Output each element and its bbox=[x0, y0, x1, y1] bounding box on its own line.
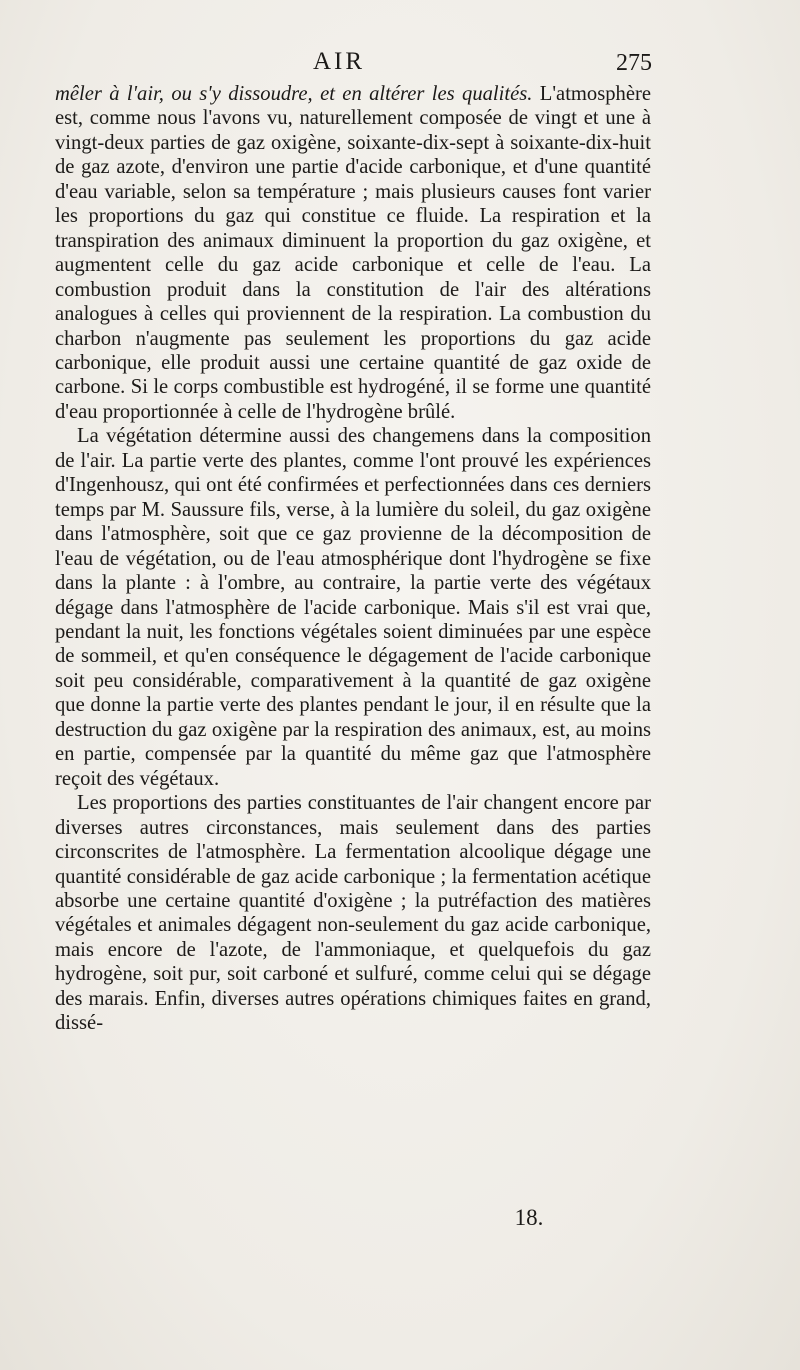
body-text bbox=[55, 82, 651, 1036]
paragraph-vegetation: La végétation détermine aussi des changemens dans la composition de l'air. La partie verte des plantes, comme l'ont prouvé les expériences d'Ingenhousz, qui ont été confirmées et perfectionnées dans ces derniers temps par M. Saussure fils, verse, à la lumière du soleil, du gaz oxigène dans l'atmosphère, soit que ce gaz provienne de la décomposition de l'eau de végétation, ou de l'eau atmosphérique dont l'hydrogène se fixe dans la plante : à l'ombre, au contraire, la partie verte des végétaux dégage dans l'atmosphère de l'acide carbonique. Mais s'il est vrai que, pendant la nuit, les fonctions végétales soient diminuées par une espèce de sommeil, et qu'en conséquence le dégagement de l'acide carbonique soit peu considérable, comparativement à la quantité de gaz oxigène que donne la partie verte des plantes pendant le jour, il en résulte que la destruction du gaz oxigène par la respiration des animaux, est, au moins en partie, compensée par la quantité du même gaz que l'atmosphère reçoit des végétaux. bbox=[55, 425, 651, 790]
signature-mark: 18. bbox=[514, 1205, 544, 1230]
paragraph-text: L'atmosphère est, comme nous l'avons vu, naturellement composée de vingt et une à vingt-deux parties de gaz oxigène, soixante-dix-sept à soixante-dix-huit de gaz azote, d'environ une partie d'acide carbonique, et d'une quantité d'eau variable, selon sa température ; mais plusieurs causes font varier les proportions du gaz qui constitue ce fluide. La respiration et la transpiration des animaux diminuent la proportion du gaz oxigène, et augmentent celle du gaz acide carbonique et celle de l'eau. La combustion produit dans la constitution de l'air des altérations analogues à celles qui proviennent de la respiration. La combustion du charbon n'augmente pas seulement les proportions du gaz acide carbonique, elle produit aussi une certaine quantité de gaz oxide de carbone. Si le corps combustible est hydrogéné, il se forme une quantité d'eau proportionnée à celle de l'hydrogène brûlé. bbox=[55, 83, 651, 423]
italic-lead: mêler à l'air, ou s'y dissoudre, et en altérer les qualités. bbox=[55, 83, 533, 105]
running-head bbox=[0, 48, 800, 82]
running-title: AIR bbox=[312, 48, 366, 75]
page-number: 275 bbox=[616, 50, 652, 76]
paragraph-proportions: Les proportions des parties constituantes de l'air changent encore par diverses autres circonstances, mais seulement dans des parties circonscrites de l'atmosphère. La fermentation alcoolique dégage une quantité considérable de gaz acide carbonique ; la fermentation acétique absorbe une certaine quantité d'oxigène ; la putréfaction des matières végétales et animales dégagent non-seulement du gaz acide carbonique, mais encore de l'azote, de l'ammoniaque, et quelquefois du gaz hydrogène, soit pur, soit carboné et sulfuré, comme celui qui se dégage des marais. Enfin, diverses autres opérations chimiques faites en grand, dissé- bbox=[55, 792, 651, 1035]
paragraph-continuation bbox=[55, 82, 651, 424]
